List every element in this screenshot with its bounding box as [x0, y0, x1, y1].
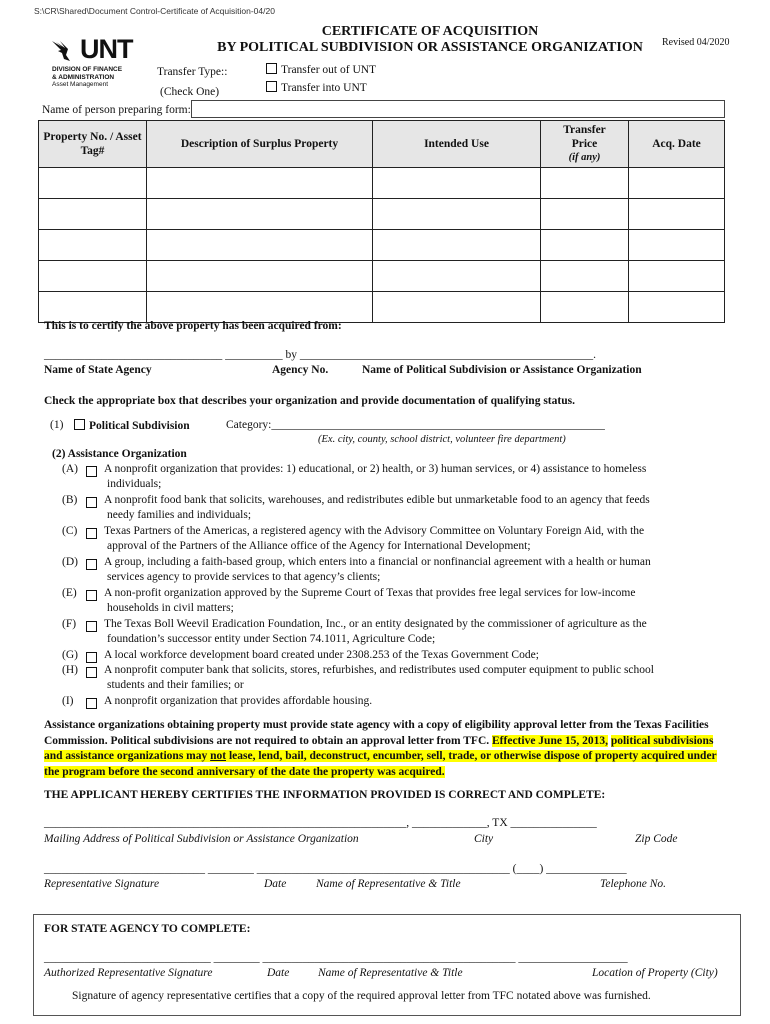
- transfer-out-checkbox[interactable]: [266, 63, 277, 74]
- assistance-item-checkbox[interactable]: [86, 698, 97, 709]
- auth-signature-label: Authorized Representative Signature: [44, 967, 213, 979]
- political-option[interactable]: [74, 419, 190, 432]
- title-line-1: CERTIFICATE OF ACQUISITION: [321, 24, 539, 39]
- table-row: [39, 261, 725, 292]
- revision-date: Revised 04/2020: [662, 37, 730, 48]
- political-num: (1): [50, 419, 64, 431]
- assistance-item-text: Texas Partners of the Americas, a registered agency with the Advisory Committee on Voluntary Foreign Aid, with the: [104, 525, 645, 537]
- table-cell[interactable]: [373, 199, 541, 230]
- logo-line-3: Asset Management: [52, 81, 109, 88]
- check-one-label: (Check One): [160, 86, 220, 98]
- transfer-into-checkbox[interactable]: [266, 81, 277, 92]
- col-property-no: Property No. / Asset Tag#: [39, 121, 147, 168]
- assistance-item-checkbox[interactable]: [86, 621, 97, 632]
- assistance-item-key: (I): [62, 695, 74, 707]
- assistance-item-key: (H): [62, 664, 78, 676]
- table-cell[interactable]: [147, 261, 373, 292]
- transfer-into-option[interactable]: [266, 81, 367, 94]
- certify-heading: This is to certify the above property has been acquired from:: [44, 320, 342, 332]
- state-agency-label: Name of State Agency: [44, 364, 152, 376]
- table-cell[interactable]: [629, 168, 725, 199]
- assistance-item-text: A group, including a faith-based group, which enters into a financial or nonfinancial agreement with a health or human: [104, 556, 651, 568]
- col-transfer-price: [541, 121, 629, 168]
- political-checkbox[interactable]: [74, 419, 85, 430]
- table-row: [39, 230, 725, 261]
- table-cell[interactable]: [541, 199, 629, 230]
- mailing-address-label: Mailing Address of Political Subdivision or Assistance Organization: [44, 833, 359, 845]
- notice-restriction-a: political subdivisions and assistance organizations may: [44, 734, 714, 762]
- col-intended-use: Intended Use: [373, 121, 541, 168]
- assistance-item-text-cont: households in civil matters;: [107, 602, 234, 614]
- notice-effective-date: Effective June 15, 2013,: [492, 734, 608, 747]
- state-agency-heading: FOR STATE AGENCY TO COMPLETE:: [44, 923, 251, 935]
- transfer-out-option[interactable]: [266, 63, 376, 76]
- table-cell[interactable]: [373, 292, 541, 323]
- assistance-item-checkbox[interactable]: [86, 652, 97, 663]
- table-cell[interactable]: [541, 168, 629, 199]
- table-cell[interactable]: [629, 261, 725, 292]
- transfer-into-label: Transfer into UNT: [281, 82, 367, 94]
- applicant-certifies: THE APPLICANT HEREBY CERTIFIES THE INFORMATION PROVIDED IS CORRECT AND COMPLETE:: [44, 789, 606, 801]
- assistance-item-text-cont: individuals;: [107, 478, 162, 490]
- table-cell[interactable]: [541, 292, 629, 323]
- check-heading: Check the appropriate box that describes your organization and provide documentation of qualifying status.: [44, 395, 575, 407]
- assistance-item-key: (B): [62, 494, 78, 506]
- file-path: S:\CR\Shared\Document Control-Certificate of Acquisition-04/20: [34, 6, 275, 16]
- assistance-item-text: A nonprofit organization that provides affordable housing.: [104, 695, 373, 707]
- assistance-item-text-cont: needy families and individuals;: [107, 509, 252, 521]
- table-cell[interactable]: [629, 199, 725, 230]
- state-signature-line[interactable]: _____________________________ ________ ____________________________________________ ___________________: [44, 952, 628, 964]
- title-line-2: BY POLITICAL SUBDIVISION OR ASSISTANCE ORGANIZATION: [217, 40, 643, 55]
- table-cell[interactable]: [39, 292, 147, 323]
- category-field[interactable]: Category:__________________________________________________________: [226, 419, 605, 431]
- table-cell[interactable]: [373, 168, 541, 199]
- rep-signature-label: Representative Signature: [44, 878, 160, 890]
- table-cell[interactable]: [39, 168, 147, 199]
- notice-restriction-b: lease, lend, bail, deconstruct, encumber, sell, trade, or otherwise dispose of property acquired under the program before the second anniversary of the date the property was acquired.: [44, 750, 717, 778]
- table-cell[interactable]: [629, 292, 725, 323]
- eligibility-notice: [44, 718, 734, 780]
- table-cell[interactable]: [147, 168, 373, 199]
- table-header-row: [39, 121, 725, 168]
- political-label: Political Subdivision: [89, 420, 190, 432]
- location-label: Location of Property (City): [592, 967, 718, 979]
- table-row: [39, 292, 725, 323]
- assistance-item-text-cont: students and their families; or: [107, 679, 244, 691]
- eagle-icon: [52, 39, 78, 63]
- assistance-item-checkbox[interactable]: [86, 466, 97, 477]
- assistance-item-text: A nonprofit computer bank that solicits, stores, refurbishes, and redistributes used computer equipment to public school: [104, 664, 654, 676]
- assistance-item-key: (G): [62, 649, 78, 661]
- table-cell[interactable]: [541, 261, 629, 292]
- preparer-name-field[interactable]: [191, 100, 725, 118]
- logo-brand: UNT: [80, 34, 133, 64]
- transfer-out-label: Transfer out of UNT: [281, 64, 377, 76]
- table-cell[interactable]: [373, 230, 541, 261]
- unt-logo: [52, 36, 162, 89]
- table-cell[interactable]: [147, 292, 373, 323]
- table-cell[interactable]: [147, 230, 373, 261]
- state-date-label: Date: [267, 967, 290, 979]
- state-name-label: Name of Representative & Title: [318, 967, 463, 979]
- table-cell[interactable]: [147, 199, 373, 230]
- table-cell[interactable]: [629, 230, 725, 261]
- notice-text: Assistance organizations obtaining property must provide state agency with a copy of eligibility approval letter from the Texas Facilities Commission. Political subdivisions are not required to obtain an approval letter from TFC.: [44, 719, 709, 747]
- preparer-label: Name of person preparing form:: [42, 104, 191, 116]
- assistance-item-checkbox[interactable]: [86, 667, 97, 678]
- state-footer-note: Signature of agency representative certifies that a copy of the required approval letter from TFC notated above was furnished.: [72, 990, 651, 1002]
- rep-name-label: Name of Representative & Title: [316, 878, 461, 890]
- assistance-item-text-cont: services agency to provide services to that agency’s clients;: [107, 571, 381, 583]
- transfer-price-label: Transfer Price: [563, 124, 606, 150]
- assistance-item-text: A non-profit organization approved by the Supreme Court of Texas that provides free legal services for low-income: [104, 587, 636, 599]
- table-cell[interactable]: [39, 199, 147, 230]
- assistance-item-key: (E): [62, 587, 77, 599]
- assistance-item-key: (A): [62, 463, 78, 475]
- property-table: [38, 120, 725, 323]
- assistance-item-key: (D): [62, 556, 78, 568]
- table-row: [39, 199, 725, 230]
- assistance-heading: (2) Assistance Organization: [52, 448, 187, 460]
- assistance-item-text: A nonprofit food bank that solicits, warehouses, and redistributes edible but unmarketable food to an agency that feeds: [104, 494, 650, 506]
- assistance-item-text-cont: foundation’s successor entity under Section 74.1011, Agriculture Code;: [107, 633, 436, 645]
- agency-no-label: Agency No.: [272, 364, 329, 376]
- agency-blank-line[interactable]: _______________________________ __________ by ___________________________________________________.: [44, 349, 596, 361]
- notice-not: not: [210, 750, 227, 762]
- assistance-item-text: A local workforce development board created under 2308.253 of the Texas Government Code;: [104, 649, 539, 661]
- assistance-item-checkbox[interactable]: [86, 528, 97, 539]
- address-line[interactable]: _______________________________________________________________, _____________, TX _______________: [44, 817, 597, 829]
- table-row: [39, 168, 725, 199]
- logo-line-1: DIVISION OF FINANCE: [52, 66, 123, 73]
- assistance-item-key: (C): [62, 525, 78, 537]
- transfer-price-note: (if any): [568, 152, 601, 163]
- form-title: [200, 24, 660, 56]
- assistance-item-checkbox[interactable]: [86, 590, 97, 601]
- assistance-item-text: A nonprofit organization that provides: 1) educational, or 2) health, or 3) human services, or 4) assistance to homeless: [104, 463, 647, 475]
- zip-label: Zip Code: [635, 833, 678, 845]
- assistance-item-checkbox[interactable]: [86, 497, 97, 508]
- category-example: (Ex. city, county, school district, volunteer fire department): [318, 434, 566, 445]
- logo-line-2: & ADMINISTRATION: [52, 73, 115, 81]
- city-label: City: [474, 833, 494, 845]
- assistance-item-text-cont: approval of the Partners of the Alliance office of the Agency for International Development;: [107, 540, 531, 552]
- col-description: Description of Surplus Property: [147, 121, 373, 168]
- rep-line[interactable]: ____________________________ ________ ____________________________________________ (____) ______________: [44, 863, 627, 875]
- org-name-label: Name of Political Subdivision or Assistance Organization: [362, 364, 642, 376]
- col-acq-date: Acq. Date: [629, 121, 725, 168]
- transfer-type-label: Transfer Type::: [157, 66, 228, 78]
- assistance-item-checkbox[interactable]: [86, 559, 97, 570]
- table-cell[interactable]: [39, 230, 147, 261]
- assistance-item-text: The Texas Boll Weevil Eradication Foundation, Inc., or an entity designated by the commissioner of agriculture as the: [104, 618, 647, 630]
- table-cell[interactable]: [373, 261, 541, 292]
- telephone-label: Telephone No.: [600, 878, 667, 890]
- rep-date-label: Date: [264, 878, 287, 890]
- table-cell[interactable]: [541, 230, 629, 261]
- assistance-item-key: (F): [62, 618, 77, 630]
- table-cell[interactable]: [39, 261, 147, 292]
